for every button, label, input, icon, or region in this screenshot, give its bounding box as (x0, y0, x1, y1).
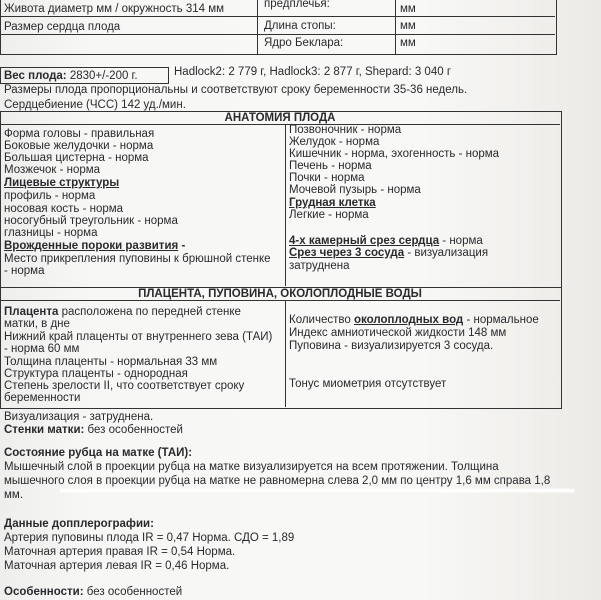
chest-heading: Грудная клетка (289, 197, 376, 209)
scar-heading: Состояние рубца на матке (ТАИ): (4, 447, 193, 459)
three-vessel-line (289, 247, 488, 260)
doppler-heading: Данные допплерографии: (4, 518, 154, 530)
scar-text-1: Мышечный слой в проекции рубца на матке визуализируется на всем протяжении. Толщина (4, 461, 499, 473)
nasal-bone: носовая кость - норма (4, 203, 124, 215)
bowel-echogenicity: , эхогенность - норма (384, 148, 500, 160)
placenta-title: ПЛАЦЕНТА, ПУПОВИНА, ОКОЛОПЛОДНЫЕ ВОДЫ (138, 288, 422, 300)
features-value: без особенностей (86, 586, 183, 598)
head-shape: Форма головы - правильная (4, 128, 155, 140)
lateral-ventricles: Боковые желудочки - норма (4, 140, 154, 152)
bowel-label: Кишечник - норма (289, 148, 385, 160)
stomach: Желудок - норма (289, 136, 380, 148)
fluid-amount-a: Количество (289, 314, 351, 326)
cisterna-magna: Большая цистерна - норма (4, 152, 149, 164)
placenta-location: расположена по передней стенке (61, 306, 241, 318)
foot-length-unit: мм (400, 20, 416, 32)
scar-text-2: мышечного слоя в проекции рубца на матке не равномерна слева 2,0 мм по центру 1,6 мм справа 1,8 (4, 475, 551, 487)
lungs: Легкие - норма (289, 209, 369, 221)
liver: Печень - норма (289, 160, 372, 172)
uterine-walls-value: без особенностей (87, 424, 183, 436)
placenta-thickness: Толщина плаценты - нормальная 33 мм (4, 356, 218, 368)
fluid-amount-c: - нормальное (466, 314, 539, 326)
weight-label: Вес плода: (4, 70, 67, 82)
forearm-unit: мм (400, 3, 416, 15)
foot-length-label: Длина стопы: (264, 20, 336, 32)
scar-text-3: мм. (4, 489, 24, 501)
cord-insertion-value: - норма (4, 265, 45, 277)
placenta-edge: Нижний край плаценты от внутреннего зева (ТАИ) (4, 331, 273, 343)
bladder: Мочевой пузырь - норма (289, 184, 421, 196)
heart-size-label: Размер сердца плода (4, 21, 121, 33)
nasolabial-triangle: носогубный треугольник - норма (4, 215, 178, 227)
heart-rate-text: Сердцебиение (ЧСС) 142 уд./мин. (4, 99, 186, 111)
amniotic-index: Индекс амниотической жидкости 148 мм (289, 327, 507, 339)
visualization-note: Визуализация - затруднена. (4, 411, 154, 423)
highlight-line (60, 489, 574, 492)
features (4, 586, 182, 599)
malformations-heading: Врожденные пороки развития (4, 240, 179, 252)
malformations-line (4, 240, 185, 253)
placenta-maturity-2: беременности (4, 392, 81, 404)
beclard-label: Ядро Беклара: (264, 37, 344, 49)
three-vessel-heading: Срез через 3 сосуда (289, 247, 405, 259)
kidneys: Почки - норма (289, 172, 365, 184)
doppler-left-uterine: Маточная артерия левая IR = 0,46 Норма. (4, 560, 230, 572)
fluid-amount-b: околоплодных вод (353, 314, 464, 326)
features-label: Особенности: (4, 586, 84, 598)
spine: Позвоночник - норма (289, 124, 402, 136)
fluid-amount-line (289, 314, 539, 327)
placenta-heading: Плацента (4, 306, 59, 318)
weight-value: 2830+/-200 г. (69, 70, 138, 82)
cord-insertion: Место прикрепления пуповины к брюшной стенке (4, 253, 271, 265)
proportion-text: Размеры плода пропорциональны и соответствуют сроку беременности 35-36 недель. (4, 84, 468, 96)
placenta-maturity: Степень зрелости II, что соответствует сроку (4, 380, 245, 392)
placenta-edge-value: - норма 60 мм (4, 343, 80, 355)
placenta-structure: Структура плаценты - однородная (4, 368, 188, 380)
malformations-dash: - (181, 240, 186, 252)
doppler-umbilical: Артерия пуповины плода IR = 0,47 Норма. СДО = 1,89 (4, 532, 295, 544)
four-chamber-heading: 4-х камерный срез сердца (289, 235, 440, 247)
beclard-unit: мм (400, 37, 416, 49)
three-vessel-value: - визуализация (407, 247, 489, 259)
face-structures-heading: Лицевые структуры (4, 177, 120, 189)
profile: профиль - норма (4, 190, 96, 202)
anatomy-title: АНАТОМИЯ ПЛОДА (224, 112, 336, 124)
three-vessel-value-2: затруднена (289, 260, 350, 272)
uterine-walls-label: Стенки матки: (4, 424, 85, 436)
umbilical-cord: Пуповина - визуализируется 3 сосуда. (289, 340, 494, 352)
cerebellum: Мозжечок - норма (4, 164, 101, 176)
weight-line (4, 70, 138, 83)
orbits: глазницы - норма (4, 227, 98, 239)
abdomen-measure: Живота диаметр мм / окружность 314 мм (4, 3, 225, 15)
doppler-right-uterine: Маточная артерия правая IR = 0,54 Норма. (4, 546, 236, 558)
hadlock-values: Hadlock2: 2 779 г, Hadlock3: 2 877 г, Shepard: 3 040 г (174, 66, 452, 78)
four-chamber-value: - норма (442, 235, 483, 247)
myometrium-tone: Тонус миометрия отсутствует (289, 378, 447, 390)
forearm-label: предплечья: (264, 0, 330, 10)
placenta-location-2: матки, в дне (4, 318, 70, 330)
uterine-walls (4, 424, 183, 437)
